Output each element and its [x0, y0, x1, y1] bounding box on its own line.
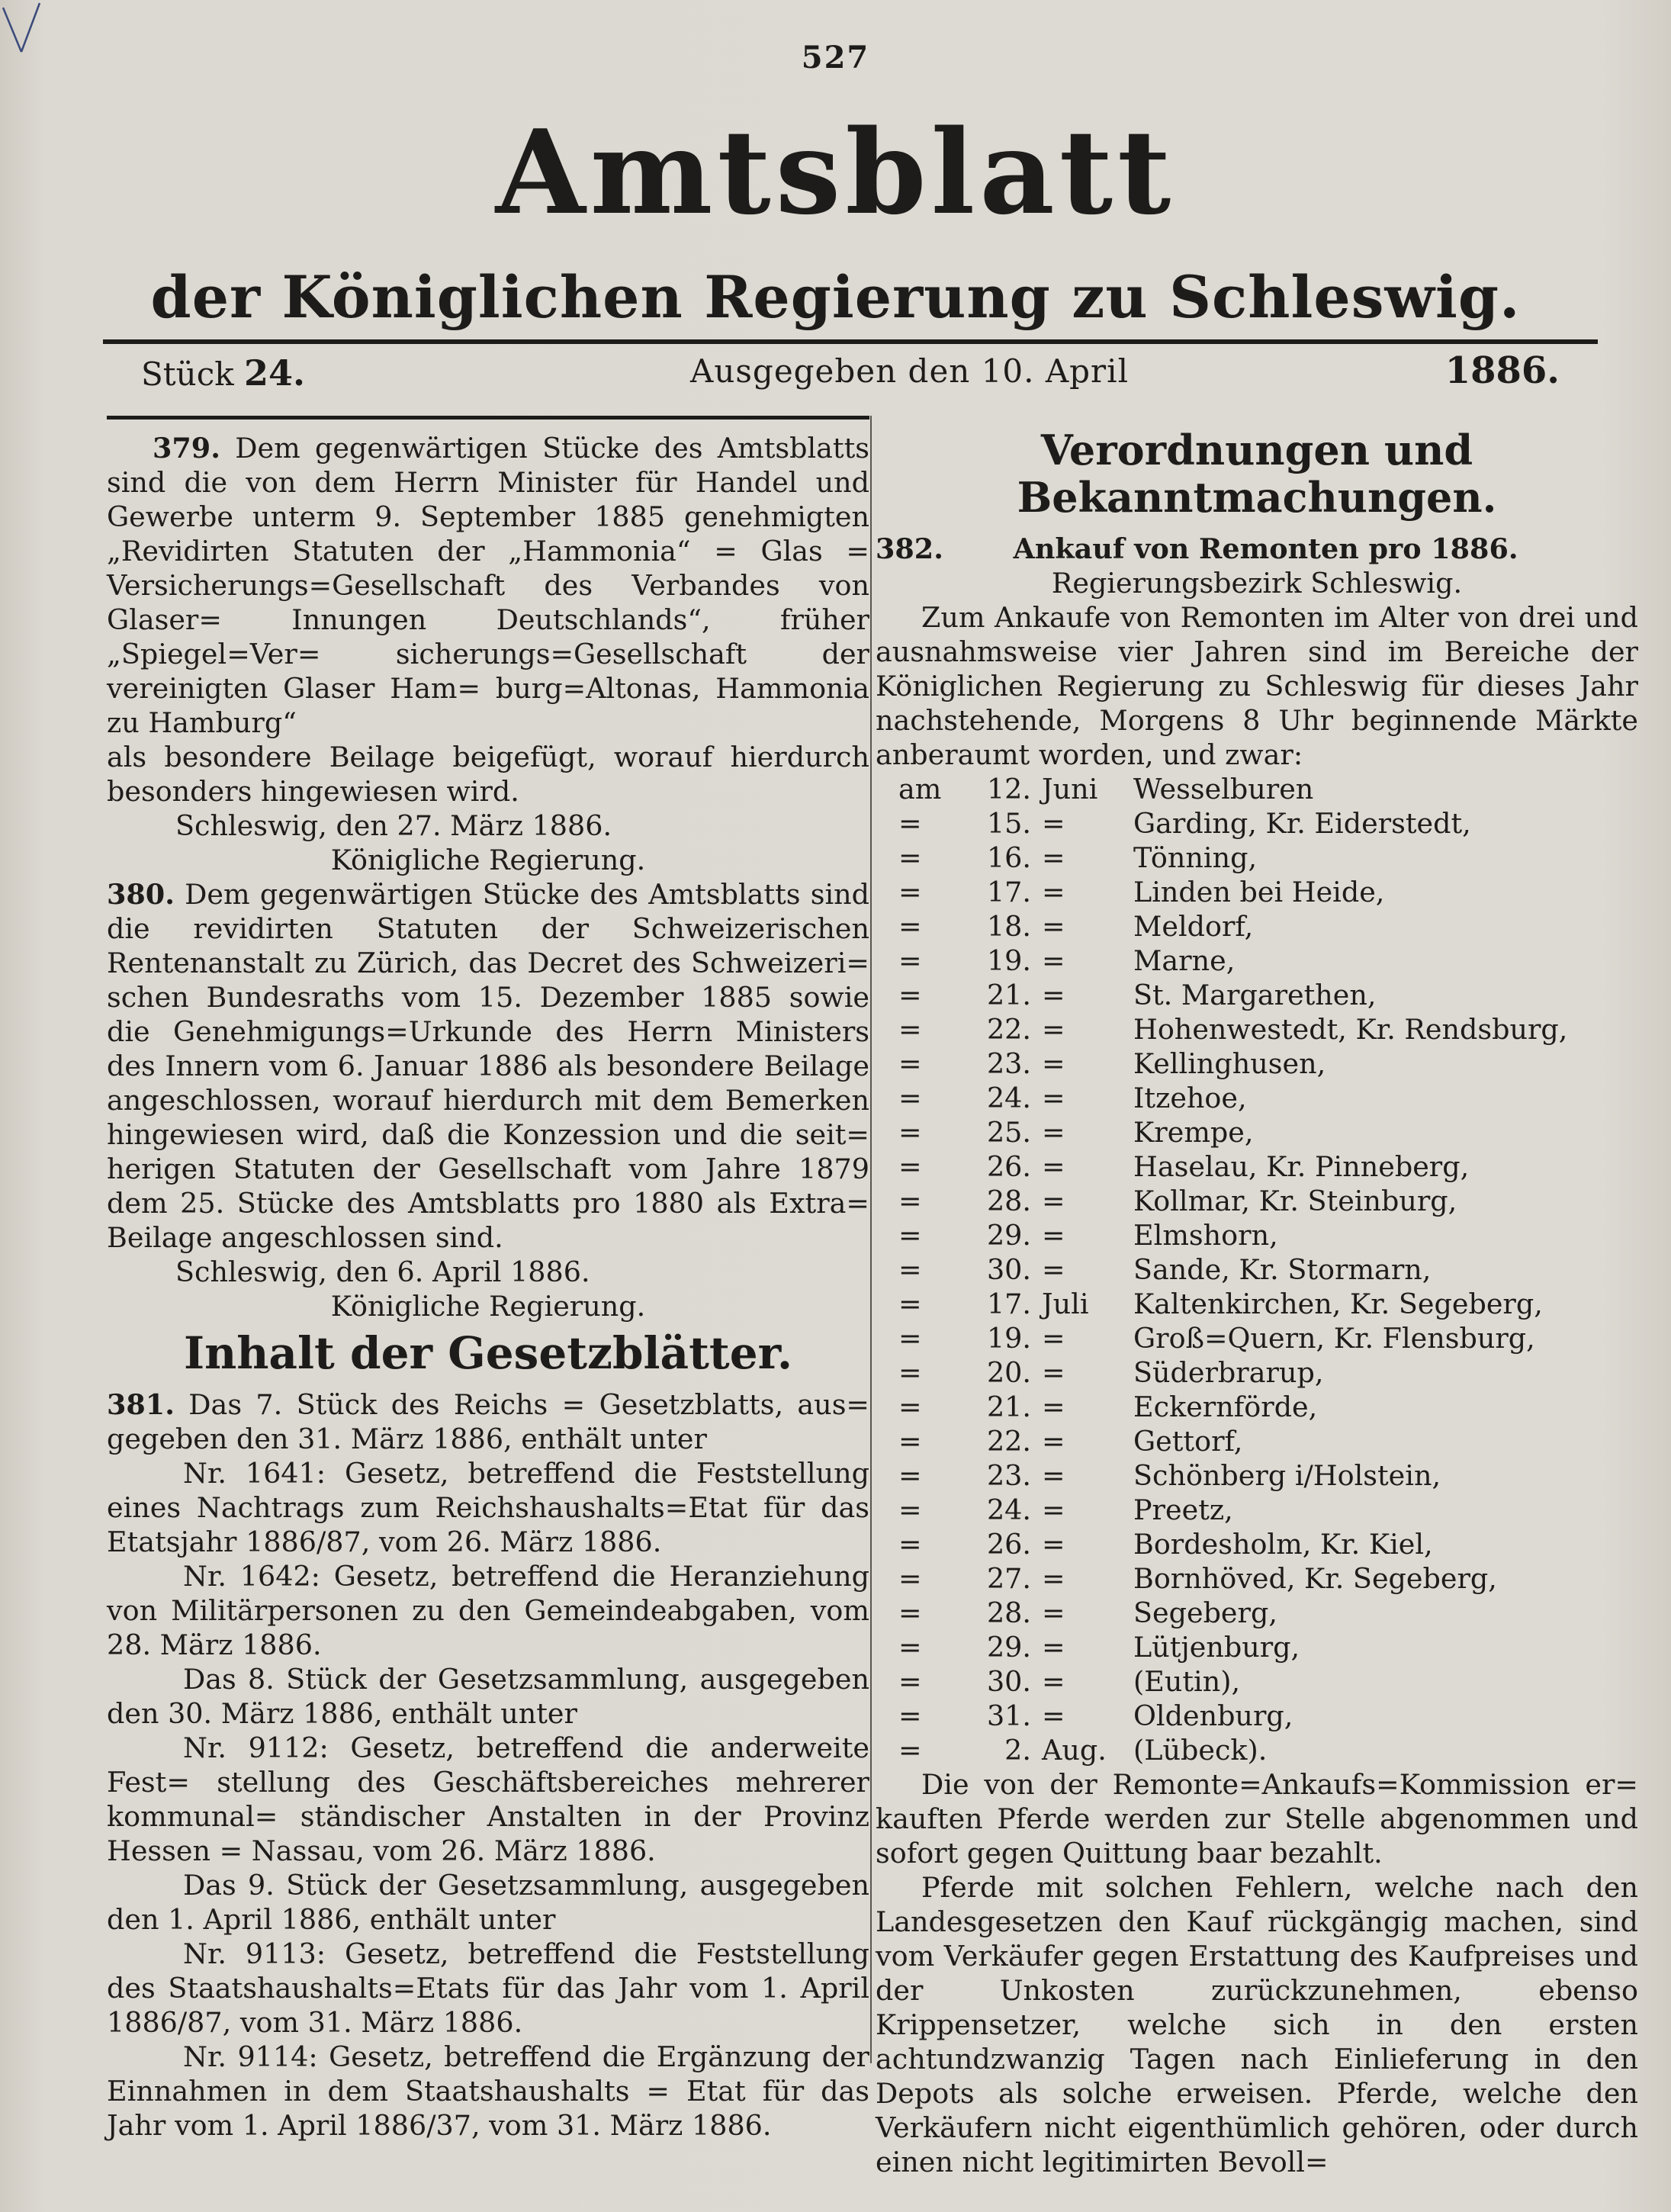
market-day: 16.	[986, 841, 1031, 874]
market-row	[898, 1390, 1638, 1424]
market-row	[898, 1458, 1638, 1493]
entry-382-intro: Zum Ankaufe von Remonten im Alter von drei und ausnahmsweise vier Jahren sind im Bereiche der Königlichen Regierung zu Schleswig für dieses Jahr nachstehende, Morgens 8 Uhr beginnende Märkte anberaumt worden, und zwar:	[876, 601, 1638, 771]
market-month: =	[1042, 1699, 1065, 1732]
market-month: =	[1042, 979, 1065, 1011]
left-column	[107, 431, 869, 2143]
market-prefix: =	[898, 841, 922, 874]
market-place: Preetz,	[1133, 1493, 1233, 1526]
market-prefix: =	[898, 1734, 922, 1767]
market-day: 22.	[986, 1425, 1031, 1458]
entry-379: 379. Dem gegenwärtigen Stücke des Amtsblatts sind die von dem Herrn Minister für Handel und Gewerbe unterm 9. September 1885 genehmigten „Revidirten Statuten der „Hammonia“ = Glas = Versicherungs=Gesellschaft des Verbandes von Glaser= Innungen Deutschlands“, früher „Spiegel=Ver= sicherungs=Gesellschaft der vereinigten Glaser Ham= burg=Altonas, Hammonia zu Hamburg“	[107, 432, 869, 739]
heading-verordnungen: Verordnungen und Bekanntmachungen.	[1017, 426, 1497, 522]
market-place: Bornhöved, Kr. Segeberg,	[1133, 1562, 1497, 1595]
market-prefix: =	[898, 910, 922, 943]
market-day: 15.	[986, 807, 1031, 840]
market-place: Bordesholm, Kr. Kiel,	[1133, 1528, 1433, 1561]
market-month: =	[1042, 1665, 1065, 1698]
market-day: 19.	[986, 1322, 1031, 1355]
market-month: =	[1042, 1116, 1065, 1149]
market-row	[898, 1047, 1638, 1081]
market-prefix: =	[898, 1150, 922, 1183]
market-month: =	[1042, 807, 1065, 840]
market-month: Juli	[1042, 1288, 1089, 1320]
market-month: =	[1042, 1596, 1065, 1629]
market-row	[898, 1630, 1638, 1664]
market-day: 28.	[986, 1596, 1031, 1629]
entry-381-nr9112: Nr. 9112: Gesetz, betreffend die anderweite Fest= stellung des Geschäftsbereiches mehrerer kommunal= ständischer Anstalten in der Provinz Hessen = Nassau, vom 26. März 1886.	[107, 1731, 869, 1867]
market-row	[898, 1287, 1638, 1321]
market-prefix: =	[898, 1459, 922, 1492]
market-month: Aug.	[1042, 1734, 1107, 1767]
entry-382-region: Regierungsbezirk Schleswig.	[1051, 567, 1463, 600]
market-row	[898, 1012, 1638, 1047]
market-row	[898, 1149, 1638, 1184]
market-place: Süderbrarup,	[1133, 1356, 1324, 1389]
market-place: Kollmar, Kr. Steinburg,	[1133, 1185, 1457, 1217]
entry-381-nr9113: Nr. 9113: Gesetz, betreffend die Feststellung des Staatshaushalts=Etats für das Jahr vom 1. April 1886/87, vom 31. März 1886.	[107, 1937, 869, 2039]
market-place: Tönning,	[1133, 841, 1258, 874]
column-divider	[870, 416, 872, 2063]
market-row	[898, 1733, 1638, 1767]
market-month: =	[1042, 1562, 1065, 1595]
entry-379-cont: als besondere Beilage beigefügt, worauf hierdurch besonders hingewiesen wird.	[107, 741, 869, 808]
market-day: 28.	[986, 1185, 1031, 1217]
market-place: Oldenburg,	[1133, 1699, 1293, 1732]
market-place: Sande, Kr. Stormarn,	[1133, 1253, 1432, 1286]
market-month: =	[1042, 1493, 1065, 1526]
market-prefix: am	[898, 773, 942, 805]
market-day: 26.	[986, 1528, 1031, 1561]
entry-381-nr9114: Nr. 9114: Gesetz, betreffend die Ergänzung der Einnahmen in dem Staatshaushalts = Etat für das Jahr vom 1. April 1886/37, vom 31. März 1886.	[107, 2040, 869, 2142]
masthead-title: Amtsblatt	[495, 104, 1176, 240]
entry-381-stueck9: Das 9. Stück der Gesetzsammlung, ausgegeben den 1. April 1886, enthält unter	[107, 1869, 869, 1936]
market-month: =	[1042, 1013, 1065, 1046]
market-day: 24.	[986, 1082, 1031, 1114]
market-day: 21.	[986, 1391, 1031, 1423]
entry-380-place-date: Schleswig, den 6. April 1886.	[175, 1256, 590, 1288]
market-row	[898, 909, 1638, 944]
market-prefix: =	[898, 1288, 922, 1320]
market-prefix: =	[898, 1185, 922, 1217]
market-row	[898, 1424, 1638, 1458]
masthead-subtitle: der Königlichen Regierung zu Schleswig.	[150, 263, 1521, 331]
market-place: Garding, Kr. Eiderstedt,	[1133, 807, 1471, 840]
entry-381-stueck8: Das 8. Stück der Gesetzsammlung, ausgegeben den 30. März 1886, enthält unter	[107, 1663, 869, 1730]
market-day: 23.	[986, 1047, 1031, 1080]
heading-gesetzblaetter: Inhalt der Gesetzblätter.	[183, 1327, 793, 1379]
market-month: =	[1042, 910, 1065, 943]
market-place: Meldorf,	[1133, 910, 1254, 943]
market-day: 30.	[986, 1665, 1031, 1698]
market-row	[898, 1081, 1638, 1115]
market-row	[898, 1596, 1638, 1630]
market-row	[898, 875, 1638, 909]
market-month: =	[1042, 1150, 1065, 1183]
entry-381: 381. Das 7. Stück des Reichs = Gesetzblatts, aus= gegeben den 31. März 1886, enthält unter	[107, 1388, 870, 1455]
market-place: Itzehoe,	[1133, 1082, 1247, 1114]
market-prefix: =	[898, 1322, 922, 1355]
market-place: Linden bei Heide,	[1133, 876, 1385, 908]
market-place: (Eutin),	[1133, 1665, 1241, 1698]
market-day: 18.	[986, 910, 1031, 943]
issue-number: Stück 24.	[141, 352, 306, 394]
issue-line	[141, 349, 1560, 398]
market-place: Kellinghusen,	[1133, 1047, 1326, 1080]
market-day: 30.	[986, 1253, 1031, 1286]
market-month: =	[1042, 944, 1065, 977]
entry-382-title-line	[876, 532, 1638, 566]
market-prefix: =	[898, 807, 922, 840]
market-month: =	[1042, 876, 1065, 908]
market-prefix: =	[898, 1047, 922, 1080]
market-prefix: =	[898, 1493, 922, 1526]
entry-381-nr1642: Nr. 1642: Gesetz, betreffend die Heranziehung von Militärpersonen zu den Gemeindeabgaben, vom 28. März 1886.	[107, 1560, 869, 1661]
market-place: Lütjenburg,	[1133, 1631, 1300, 1664]
entry-379-signature: Königliche Regierung.	[330, 844, 646, 876]
market-day: 26.	[986, 1150, 1031, 1183]
market-month: =	[1042, 1631, 1065, 1664]
page-number: 527	[801, 40, 870, 76]
market-row	[898, 841, 1638, 875]
market-prefix: =	[898, 1528, 922, 1561]
market-month: =	[1042, 1219, 1065, 1252]
market-day: 29.	[986, 1219, 1031, 1252]
market-day: 2.	[1004, 1734, 1031, 1767]
market-place: Segeberg,	[1133, 1596, 1277, 1629]
market-prefix: =	[898, 1699, 922, 1732]
market-prefix: =	[898, 1631, 922, 1664]
market-place: Haselau, Kr. Pinneberg,	[1133, 1150, 1470, 1183]
market-prefix: =	[898, 1116, 922, 1149]
market-month: =	[1042, 1528, 1065, 1561]
market-month: Juni	[1042, 773, 1098, 805]
market-month: =	[1042, 1459, 1065, 1492]
market-day: 25.	[986, 1116, 1031, 1149]
entry-381-nr1641: Nr. 1641: Gesetz, betreffend die Feststellung eines Nachtrags zum Reichshaushalts=Etat für das Etatsjahr 1886/87, vom 26. März 1886.	[107, 1457, 869, 1558]
market-place: Marne,	[1133, 944, 1236, 977]
market-row	[898, 1561, 1638, 1596]
market-row	[898, 1493, 1638, 1527]
market-day: 22.	[986, 1013, 1031, 1046]
market-row	[898, 1115, 1638, 1149]
market-place: Eckernförde,	[1133, 1391, 1318, 1423]
entry-382-defects: Pferde mit solchen Fehlern, welche nach den Landesgesetzen den Kauf rückgängig machen, sind vom Verkäufer gegen Erstattung des Kaufpreises und der Unkosten zurückzunehmen, ebenso Krippensetzer, welche sich in den ersten achtundzwanzig Tagen nach Einlieferung in den Depots als solche erweisen. Pferde, welche den Verkäufern nicht eigenthümlich gehören, oder durch einen nicht legitimirten Bevoll=	[876, 1871, 1638, 2178]
market-place: Hohenwestedt, Kr. Rendsburg,	[1133, 1013, 1568, 1046]
market-prefix: =	[898, 1219, 922, 1252]
market-row	[898, 1252, 1638, 1287]
market-day: 17.	[986, 876, 1031, 908]
market-row	[898, 1321, 1638, 1355]
market-list	[898, 772, 1638, 1767]
market-month: =	[1042, 1047, 1065, 1080]
market-row	[898, 1527, 1638, 1561]
market-prefix: =	[898, 1013, 922, 1046]
bottom-rule	[107, 416, 869, 420]
entry-382-number: 382.	[876, 532, 943, 565]
market-day: 24.	[986, 1493, 1031, 1526]
market-month: =	[1042, 1356, 1065, 1389]
market-day: 17.	[986, 1288, 1031, 1320]
market-month: =	[1042, 841, 1065, 874]
market-row	[898, 1699, 1638, 1733]
entry-380: 380. Dem gegenwärtigen Stücke des Amtsblatts sind die revidirten Statuten der Schweizerischen Rentenanstalt zu Zürich, das Decret des Schweizeri= schen Bundesraths vom 15. Dezember 1885 sowie die Genehmigungs=Urkunde des Herrn Ministers des Innern vom 6. Januar 1886 als besondere Beilage angeschlossen, worauf hierdurch mit dem Bemerken hingewiesen wird, daß die Konzession und die seit= herigen Statuten der Gesellschaft vom Jahre 1879 dem 25. Stücke des Amtsblatts pro 1880 als Extra= Beilage angeschlossen sind.	[107, 878, 869, 1254]
market-row	[898, 772, 1638, 806]
market-month: =	[1042, 1425, 1065, 1458]
issue-year: 1886.	[1444, 349, 1560, 392]
market-prefix: =	[898, 1253, 922, 1286]
market-day: 21.	[986, 979, 1031, 1011]
market-prefix: =	[898, 1425, 922, 1458]
top-rule	[103, 339, 1598, 344]
market-place: Elmshorn,	[1133, 1219, 1278, 1252]
market-place: St. Margarethen,	[1133, 979, 1377, 1011]
market-month: =	[1042, 1322, 1065, 1355]
market-prefix: =	[898, 979, 922, 1011]
market-month: =	[1042, 1391, 1065, 1423]
entry-380-signature: Königliche Regierung.	[330, 1290, 646, 1323]
market-place: Schönberg i/Holstein,	[1133, 1459, 1441, 1492]
market-prefix: =	[898, 1391, 922, 1423]
right-column	[876, 426, 1638, 2179]
market-place: Gettorf,	[1133, 1425, 1243, 1458]
market-place: Krempe,	[1133, 1116, 1254, 1149]
market-prefix: =	[898, 1082, 922, 1114]
market-place: (Lübeck).	[1133, 1734, 1268, 1767]
market-prefix: =	[898, 1356, 922, 1389]
market-place: Kaltenkirchen, Kr. Segeberg,	[1133, 1288, 1543, 1320]
market-day: 27.	[986, 1562, 1031, 1595]
market-day: 19.	[986, 944, 1031, 977]
market-prefix: =	[898, 1665, 922, 1698]
market-day: 23.	[986, 1459, 1031, 1492]
market-day: 12.	[986, 773, 1031, 805]
market-day: 31.	[986, 1699, 1031, 1732]
market-place: Wesselburen	[1133, 773, 1314, 805]
market-row	[898, 1184, 1638, 1218]
market-month: =	[1042, 1082, 1065, 1114]
market-row	[898, 1218, 1638, 1252]
entry-382-title: Ankauf von Remonten pro 1886.	[1013, 532, 1518, 565]
market-month: =	[1042, 1185, 1065, 1217]
entry-379-place-date: Schleswig, den 27. März 1886.	[175, 809, 612, 842]
issue-date: Ausgegeben den 10. April	[690, 352, 1130, 390]
market-month: =	[1042, 1253, 1065, 1286]
market-row	[898, 944, 1638, 978]
entry-382-payment: Die von der Remonte=Ankaufs=Kommission er= kauften Pferde werden zur Stelle abgenommen und sofort gegen Quittung baar bezahlt.	[876, 1768, 1638, 1870]
market-prefix: =	[898, 944, 922, 977]
market-row	[898, 978, 1638, 1012]
market-row	[898, 1664, 1638, 1699]
market-place: Groß=Quern, Kr. Flensburg,	[1133, 1322, 1535, 1355]
market-prefix: =	[898, 876, 922, 908]
market-prefix: =	[898, 1562, 922, 1595]
market-day: 20.	[986, 1356, 1031, 1389]
market-day: 29.	[986, 1631, 1031, 1664]
market-row	[898, 806, 1638, 841]
market-prefix: =	[898, 1596, 922, 1629]
market-row	[898, 1355, 1638, 1390]
